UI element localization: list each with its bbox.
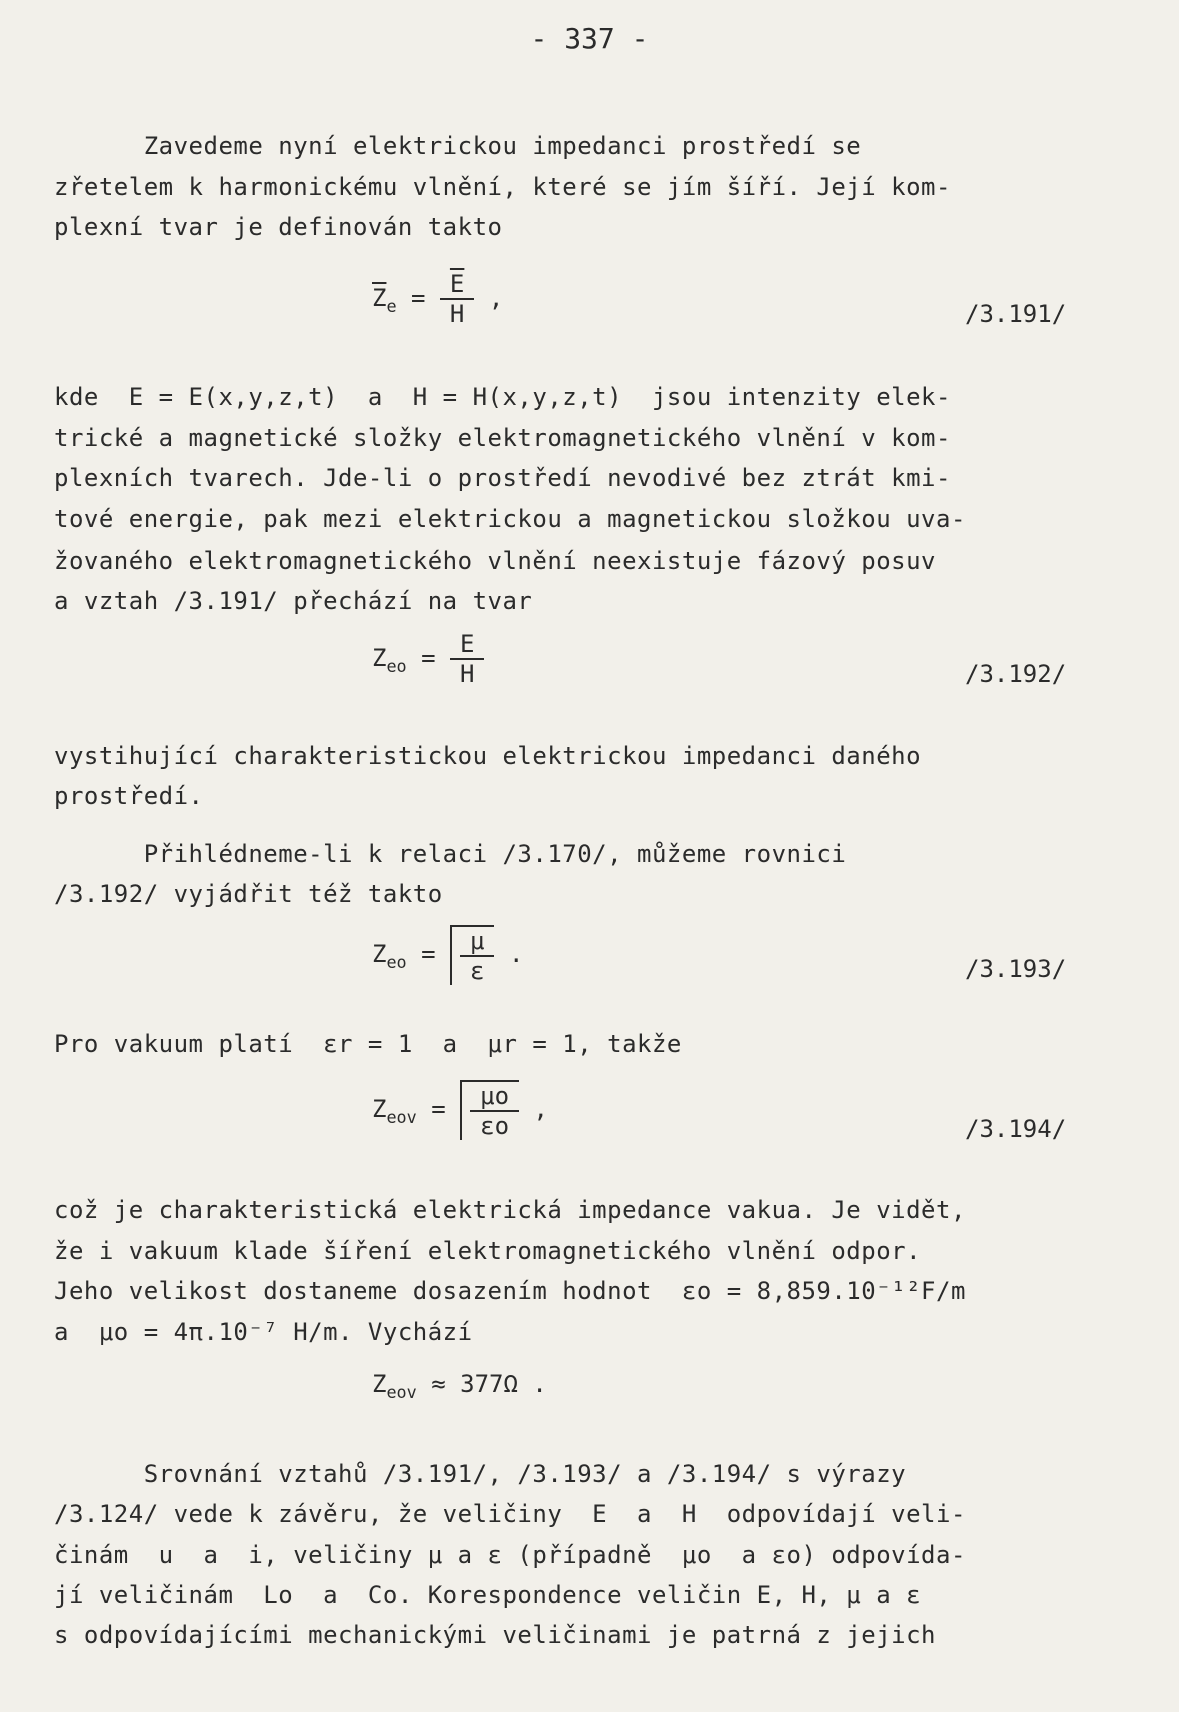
text-line: vystihující charakteristickou elektrickou impedanci daného	[54, 742, 922, 770]
text-line: trické a magnetické složky elektromagnetického vlnění v kom-	[54, 424, 951, 452]
text-line: Zavedeme nyní elektrickou impedanci prostředí se	[54, 132, 862, 160]
formula-3-194: $Z_{eov}$ = $\frac{\mu o}{\varepsilon o}$ ,	[372, 1082, 548, 1140]
formula-3-192: $Z_{eo}$ = $\frac{E}{H}$	[372, 630, 484, 688]
text-line: plexní tvar je definován takto	[54, 213, 503, 241]
formula-3-191: $\overline{Z}_e$ = $\frac{\overline{E}}{H}$ ,	[372, 270, 504, 328]
formula-3-193: $Z_{eo}$ = $\frac{\mu}{\varepsilon}$ .	[372, 927, 524, 985]
text-line: tové energie, pak mezi elektrickou a magnetickou složkou uva-	[54, 505, 966, 533]
formula-result: $Z_{eov} \approx 377\Omega$ .	[372, 1370, 547, 1402]
text-line: kde E = E(x,y,z,t) a H = H(x,y,z,t) jsou intenzity elek-	[54, 383, 951, 411]
equation-number: /3.193/	[965, 955, 1067, 983]
text-line: což je charakteristická elektrická impedance vakua. Je vidět,	[54, 1196, 966, 1224]
text-line: žovaného elektromagnetického vlnění neexistuje fázový posuv	[54, 547, 937, 575]
text-line: plexních tvarech. Jde-li o prostředí nevodivé bez ztrát kmi-	[54, 464, 951, 492]
text-line: Přihlédneme-li k relaci /3.170/, můžeme rovnici	[54, 840, 847, 868]
text-line: Pro vakuum platí εr = 1 a μr = 1, takže	[54, 1030, 682, 1058]
equation-number: /3.192/	[965, 660, 1067, 688]
text-line: zřetelem k harmonickému vlnění, které se jím šíří. Její kom-	[54, 173, 951, 201]
text-line: Srovnání vztahů /3.191/, /3.193/ a /3.194/ s výrazy	[54, 1460, 907, 1488]
text-line: /3.192/ vyjádřit též takto	[54, 880, 443, 908]
page-number: - 337 -	[530, 22, 649, 55]
text-line: že i vakuum klade šíření elektromagnetického vlnění odpor.	[54, 1237, 922, 1265]
text-line: a vztah /3.191/ přechází na tvar	[54, 587, 533, 615]
equation-number: /3.194/	[965, 1115, 1067, 1143]
text-line: činám u a i, veličiny μ a ε (případně μo a εo) odpovída-	[54, 1541, 966, 1569]
text-line: prostředí.	[54, 782, 204, 810]
text-line: /3.124/ vede k závěru, že veličiny E a H odpovídají veli-	[54, 1500, 966, 1528]
text-line: Jeho velikost dostaneme dosazením hodnot εo = 8,859.10⁻¹²F/m	[54, 1277, 966, 1305]
text-line: jí veličinám Lo a Co. Korespondence veličin E, H, μ a ε	[54, 1581, 922, 1609]
text-line: s odpovídajícími mechanickými veličinami je patrná z jejich	[54, 1621, 937, 1649]
text-line: a μo = 4π.10⁻⁷ H/m. Vychází	[54, 1318, 473, 1346]
equation-number: /3.191/	[965, 300, 1067, 328]
